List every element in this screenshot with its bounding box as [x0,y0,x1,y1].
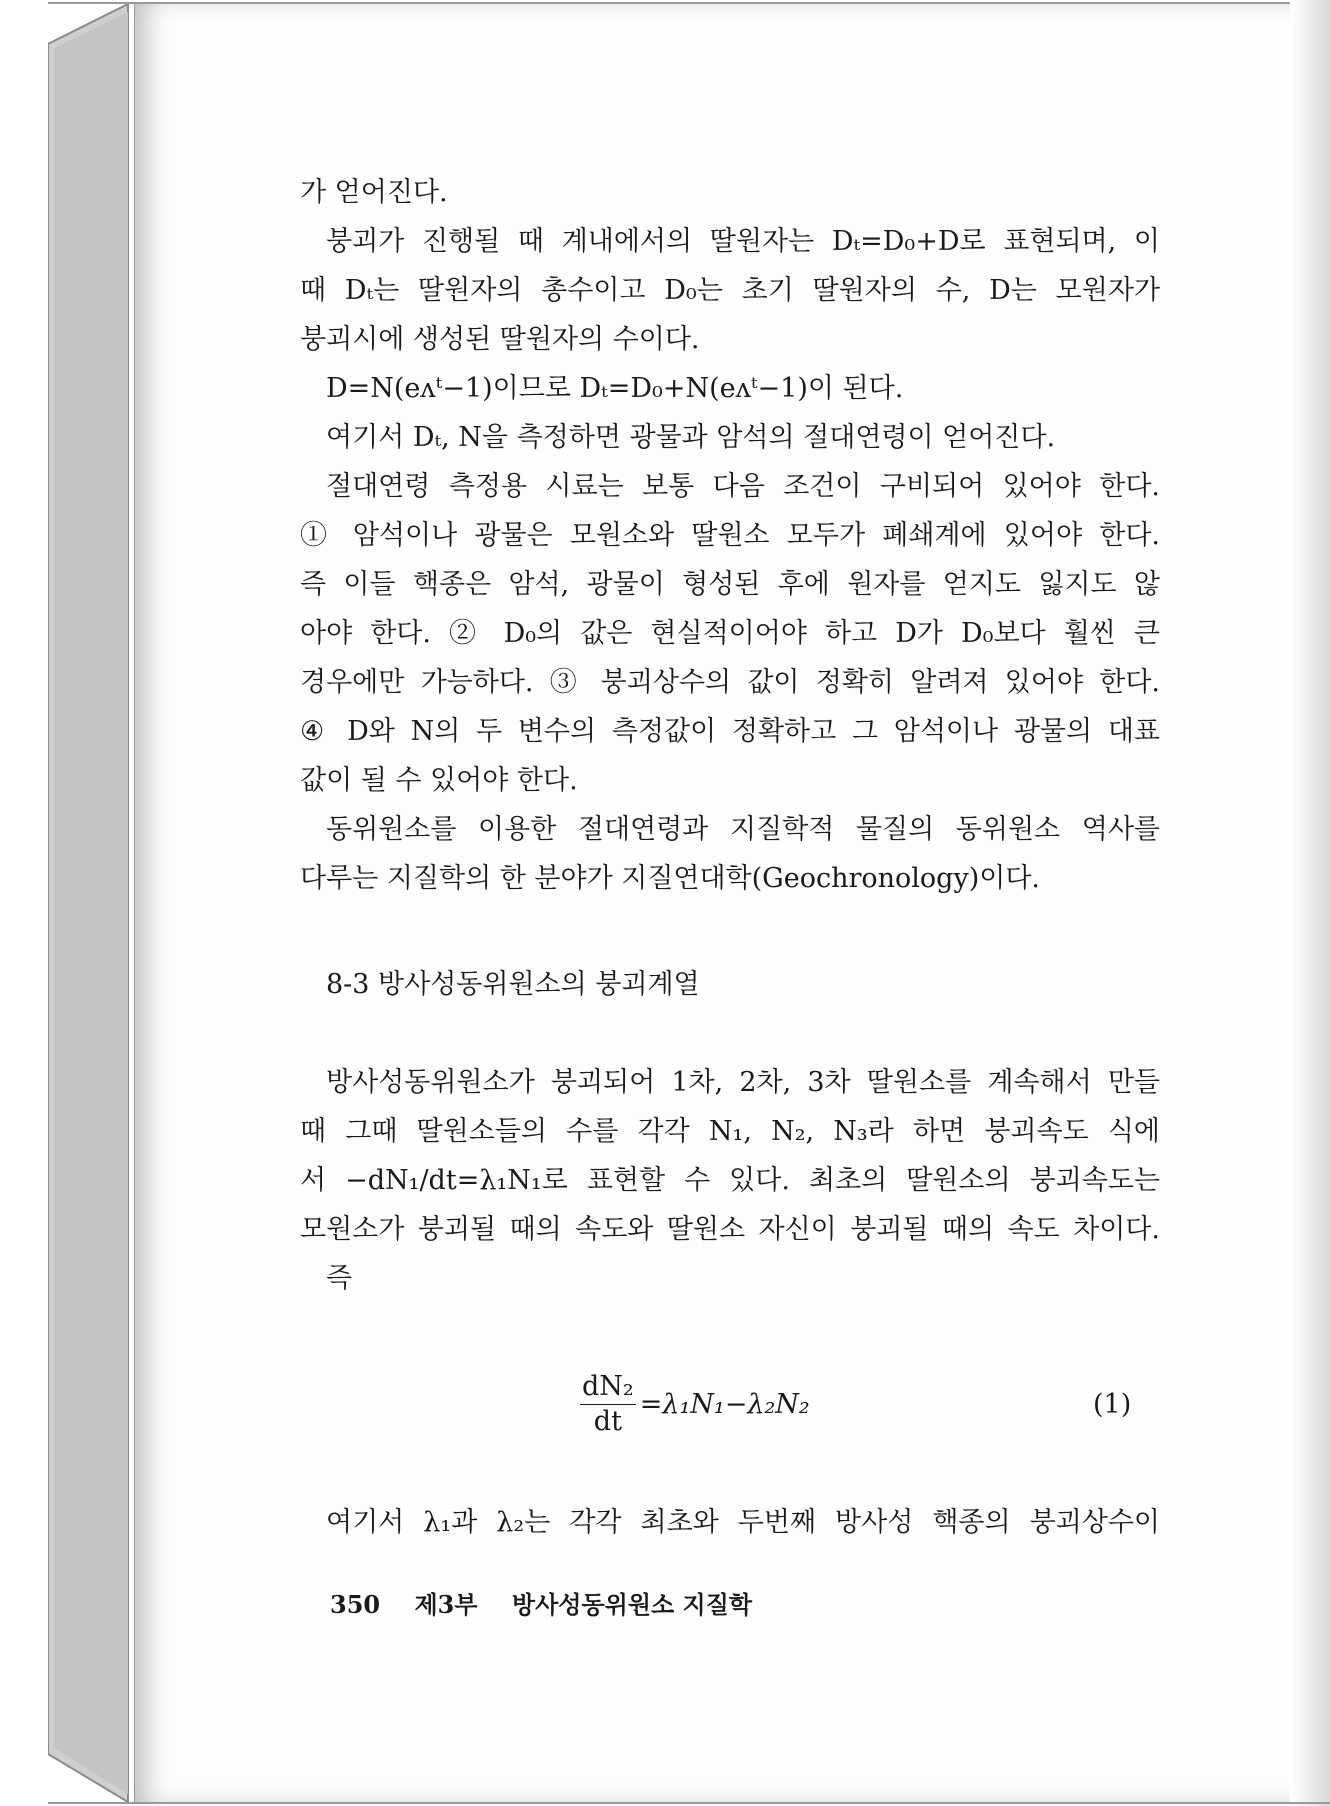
text-line: 여기서 λ₁과 λ₂는 각각 최초와 두번째 방사성 핵종의 붕괴상수이 [326,1507,1160,1538]
book-spine [48,4,132,1802]
equation-number: (1) [1093,1389,1132,1420]
page-shadow [1290,0,1330,1806]
body-bottom [300,1498,1160,1547]
page-number: 350 [330,1590,381,1619]
part-number: 제3부 [414,1590,478,1619]
text-line: 여기서 Dₜ, N을 측정하면 광물과 암석의 절대연령이 얻어진다. [326,422,1056,453]
equation-rhs: =λ₁N₁−λ₂N₂ [639,1389,810,1420]
equation-numerator: dN₂ [580,1370,636,1405]
text-line: 때 그때 딸원소들의 수를 각각 N₁, N₂, N₃라 하면 붕괴속도 식에 [300,1116,1160,1147]
equation-fraction [580,1370,636,1439]
text-line: 동위원소를 이용한 절대연령과 지질학적 물질의 동위원소 역사를 [326,814,1160,845]
text-line: 서 −dN₁/dt=λ₁N₁로 표현할 수 있다. 최초의 딸원소의 붕괴속도는 [300,1165,1160,1196]
part-title: 방사성동위원소 지질학 [511,1590,753,1619]
text-line: 모원소가 붕괴될 때의 속도와 딸원소 자신이 붕괴될 때의 속도 차이다. [300,1214,1160,1245]
text-line: ④ D와 N의 두 변수의 측정값이 정확하고 그 암석이나 광물의 대표 [300,716,1160,747]
text-line: D=N(eᴧᵗ−1)이므로 Dₜ=D₀+N(eᴧᵗ−1)이 된다. [326,373,904,404]
text-line: 아야 한다. ② D₀의 값은 현실적이어야 하고 D가 D₀보다 훨씬 큰 [300,618,1160,649]
text-line: 붕괴가 진행될 때 계내에서의 딸원자는 Dₜ=D₀+D로 표현되며, 이 [326,226,1160,257]
text-line: 경우에만 가능하다. ③ 붕괴상수의 값이 정확히 알려져 있어야 한다. [300,667,1160,698]
section-heading: 8-3 방사성동위원소의 붕괴계열 [326,969,700,1000]
text-line: 즉 [326,1263,353,1294]
text-line: 때 Dₜ는 딸원자의 총수이고 D₀는 초기 딸원자의 수, D는 모원자가 [300,275,1160,306]
text-line: 붕괴시에 생성된 딸원자의 수이다. [300,324,700,355]
text-line: 다루는 지질학의 한 분야가 지질연대학(Geochronology)이다. [300,863,1041,894]
text-line: ① 암석이나 광물은 모원소와 딸원소 모두가 폐쇄계에 있어야 한다. [300,520,1160,551]
text-line: 방사성동위원소가 붕괴되어 1차, 2차, 3차 딸원소를 계속해서 만들 [326,1067,1160,1098]
equation-1 [580,1370,810,1439]
page-bottom-edge [48,1802,1330,1804]
text-line: 즉 이들 핵종은 암석, 광물이 형성된 후에 원자를 얻지도 잃지도 않 [300,569,1160,600]
equation-denominator: dt [593,1406,622,1437]
text-line: 값이 될 수 있어야 한다. [300,765,578,796]
body-middle [300,1058,1160,1303]
page-footer [330,1585,778,1620]
text-line: 절대연령 측정용 시료는 보통 다음 조건이 구비되어 있어야 한다. [326,471,1160,502]
body-top [300,168,1160,903]
text-line: 가 얻어진다. [300,177,448,208]
